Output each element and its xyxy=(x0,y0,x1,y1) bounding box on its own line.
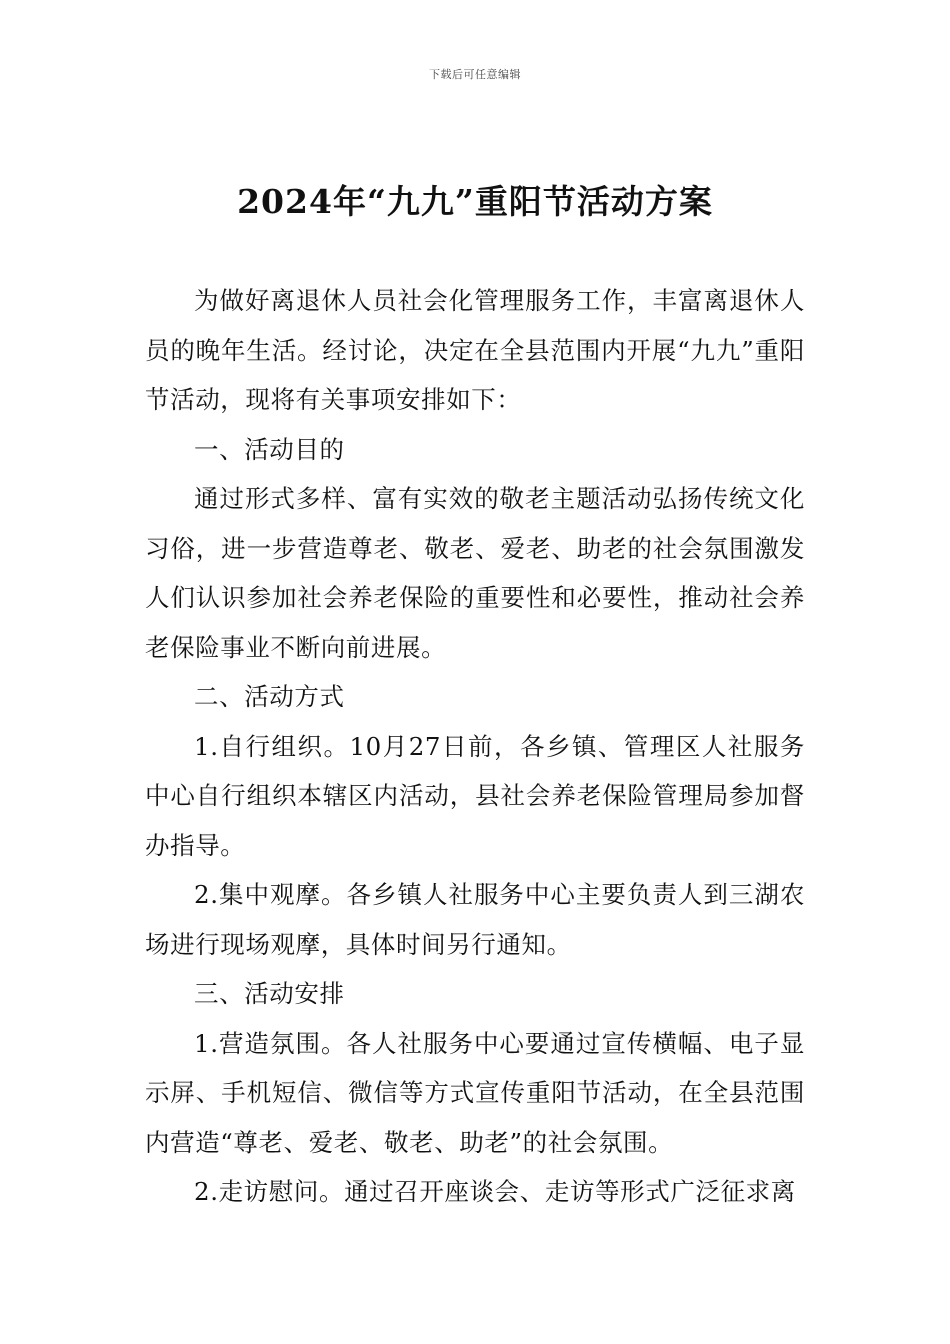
header-note: 下载后可任意编辑 xyxy=(429,68,521,81)
arrangement-item-1: 1.营造氛围。各人社服务中心要通过宣传横幅、电子显示屏、手机短信、微信等方式宣传重阳节活动，在全县范围内营造“尊老、爱老、敬老、助老”的社会氛围。 xyxy=(145,1028,805,1157)
document-title: 2024年“九九”重阳节活动方案 xyxy=(237,182,713,221)
intro-paragraph: 为做好离退休人员社会化管理服务工作，丰富离退休人员的晚年生活。经讨论，决定在全县范围内开展“九九”重阳节活动，现将有关事项安排如下： xyxy=(145,286,805,414)
section-heading-arrangement: 三、活动安排 xyxy=(194,979,345,1008)
method-item-2: 2.集中观摩。各乡镇人社服务中心主要负责人到三湖农场进行现场观摩，具体时间另行通知。 xyxy=(145,880,805,959)
section-heading-method: 二、活动方式 xyxy=(194,682,345,711)
document-body xyxy=(145,276,805,1217)
purpose-paragraph: 通过形式多样、富有实效的敬老主题活动弘扬传统文化习俗，进一步营造尊老、敬老、爱老、助老的社会氛围激发人们认识参加社会养老保险的重要性和必要性，推动社会养老保险事业不断向前进展。 xyxy=(145,484,805,662)
section-heading-purpose: 一、活动目的 xyxy=(194,434,345,464)
method-item-1: 1.自行组织。10月27日前，各乡镇、管理区人社服务中心自行组织本辖区内活动，县社会养老保险管理局参加督办指导。 xyxy=(145,731,805,860)
arrangement-item-2: 2.走访慰问。通过召开座谈会、走访等形式广泛征求离 xyxy=(194,1177,796,1206)
